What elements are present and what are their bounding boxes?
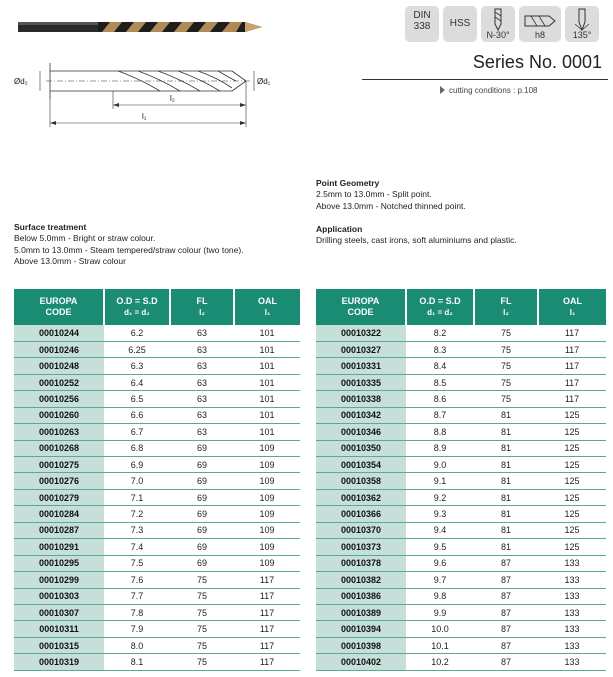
cell-od: 9.2 [406,489,474,505]
cell-od: 7.6 [104,572,170,588]
cell-europa-code: 00010276 [14,473,104,489]
cell-oal: 125 [538,489,606,505]
cell-od: 9.0 [406,457,474,473]
cell-oal: 101 [234,341,300,357]
cell-oal: 125 [538,407,606,423]
cell-fl: 87 [474,588,538,604]
cell-od: 9.4 [406,522,474,538]
cell-fl: 75 [170,588,234,604]
cell-europa-code: 00010263 [14,424,104,440]
cell-fl: 75 [474,358,538,374]
cell-oal: 109 [234,506,300,522]
d2-label: Ød₂ [14,77,28,86]
cell-od: 8.2 [406,325,474,341]
cell-europa-code: 00010248 [14,358,104,374]
cell-fl: 81 [474,522,538,538]
cell-od: 7.7 [104,588,170,604]
cell-oal: 109 [234,555,300,571]
application-line: Drilling steels, cast irons, soft aluminiums and plastic. [316,235,517,245]
table-row [14,588,300,604]
drill-table-left [14,289,300,671]
cell-fl: 81 [474,489,538,505]
cell-europa-code: 00010246 [14,341,104,357]
cell-oal: 109 [234,440,300,456]
cell-europa-code: 00010346 [316,424,406,440]
cell-europa-code: 00010327 [316,341,406,357]
cell-oal: 109 [234,489,300,505]
cell-europa-code: 00010338 [316,391,406,407]
table-row [14,555,300,571]
cell-fl: 87 [474,621,538,637]
cell-od: 9.8 [406,588,474,604]
point-geometry-line: Above 13.0mm - Notched thinned point. [316,200,466,211]
table-row [316,391,606,407]
cell-oal: 133 [538,555,606,571]
cell-od: 8.3 [406,341,474,357]
cell-od: 9.7 [406,572,474,588]
table-row [316,555,606,571]
point-angle-icon [567,8,597,32]
cell-od: 10.1 [406,637,474,653]
cell-oal: 101 [234,391,300,407]
drill-photo [18,22,262,32]
cell-europa-code: 00010402 [316,654,406,670]
cutting-conditions[interactable] [440,86,538,95]
point-geometry-line: 2.5mm to 13.0mm - Split point. [316,189,432,199]
dimension-arrowheads [50,103,246,125]
cell-fl: 69 [170,457,234,473]
cell-oal: 109 [234,473,300,489]
cell-europa-code: 00010322 [316,325,406,341]
cell-fl: 87 [474,555,538,571]
cell-oal: 109 [234,539,300,555]
din-number: 338 [413,21,431,32]
table-row [316,358,606,374]
cell-oal: 101 [234,424,300,440]
table-row [316,325,606,341]
cell-fl: 69 [170,522,234,538]
cell-europa-code: 00010279 [14,489,104,505]
type-label: N-30° [486,30,510,40]
cell-europa-code: 00010268 [14,440,104,456]
cell-od: 6.4 [104,374,170,390]
cell-europa-code: 00010299 [14,572,104,588]
series-title: Series No. 0001 [362,52,608,80]
table-row [316,489,606,505]
header-europa-code: EUROPA CODE [14,289,104,325]
cell-europa-code: 00010389 [316,604,406,620]
table-row [316,407,606,423]
cell-od: 6.2 [104,325,170,341]
cell-europa-code: 00010287 [14,522,104,538]
surface-treatment-block [14,222,314,268]
table-row [316,572,606,588]
hss-label: HSS [449,18,471,29]
table-row [14,572,300,588]
drill-table-right [316,289,606,671]
cell-europa-code: 00010284 [14,506,104,522]
table-row [14,473,300,489]
table-row [316,506,606,522]
cell-fl: 69 [170,506,234,522]
cell-fl: 81 [474,440,538,456]
cell-od: 8.8 [406,424,474,440]
cell-europa-code: 00010331 [316,358,406,374]
cell-fl: 63 [170,374,234,390]
l2-label: l₂ [170,94,175,103]
cell-od: 9.1 [406,473,474,489]
l1-label: l₁ [142,112,147,121]
cell-fl: 81 [474,457,538,473]
cell-europa-code: 00010319 [14,654,104,670]
cell-fl: 63 [170,341,234,357]
cell-fl: 75 [170,572,234,588]
cell-fl: 81 [474,473,538,489]
cell-oal: 125 [538,539,606,555]
cell-oal: 125 [538,506,606,522]
cell-oal: 125 [538,440,606,456]
table-row [14,604,300,620]
cell-europa-code: 00010315 [14,637,104,653]
cell-oal: 101 [234,374,300,390]
table-row [14,374,300,390]
cell-fl: 81 [474,424,538,440]
cell-od: 7.9 [104,621,170,637]
cell-fl: 63 [170,358,234,374]
cell-europa-code: 00010382 [316,572,406,588]
cell-oal: 133 [538,572,606,588]
point-geometry-heading: Point Geometry [316,178,380,188]
header-od: O.D = S.D d₁ = d₂ [104,289,170,325]
cell-oal: 133 [538,654,606,670]
table-row [316,539,606,555]
application-heading: Application [316,224,363,234]
cell-oal: 125 [538,522,606,538]
cell-fl: 81 [474,506,538,522]
cell-europa-code: 00010295 [14,555,104,571]
table-row [316,637,606,653]
cell-fl: 87 [474,604,538,620]
header-fl: FL l₂ [170,289,234,325]
table-row [14,391,300,407]
drill-illustration [10,5,295,135]
spec-badges [405,6,605,46]
cell-oal: 109 [234,457,300,473]
cell-od: 9.3 [406,506,474,522]
cell-od: 7.2 [104,506,170,522]
cell-fl: 75 [170,604,234,620]
cell-od: 8.0 [104,637,170,653]
din-label: DIN [413,10,431,21]
tolerance-label: h8 [534,30,545,40]
table-row [316,341,606,357]
cell-od: 9.9 [406,604,474,620]
type-badge [481,6,515,42]
cell-od: 8.5 [406,374,474,390]
cell-fl: 69 [170,489,234,505]
cell-europa-code: 00010335 [316,374,406,390]
table-row [14,358,300,374]
table-row [316,604,606,620]
cell-od: 8.7 [406,407,474,423]
cell-fl: 75 [474,374,538,390]
cell-od: 8.1 [104,654,170,670]
cell-od: 7.0 [104,473,170,489]
cell-europa-code: 00010370 [316,522,406,538]
header-od: O.D = S.D d₁ = d₂ [406,289,474,325]
cell-fl: 81 [474,407,538,423]
table-row [316,457,606,473]
cell-europa-code: 00010291 [14,539,104,555]
table-row [14,457,300,473]
application-block [316,224,606,247]
cell-fl: 75 [474,341,538,357]
cell-oal: 101 [234,325,300,341]
table-row [14,489,300,505]
cell-europa-code: 00010373 [316,539,406,555]
table-header-row [316,289,606,325]
cell-od: 7.1 [104,489,170,505]
table-row [316,588,606,604]
cell-od: 7.4 [104,539,170,555]
hss-badge [443,6,477,42]
point-geometry-block [316,178,606,212]
cell-europa-code: 00010303 [14,588,104,604]
cell-europa-code: 00010252 [14,374,104,390]
cell-fl: 63 [170,325,234,341]
cell-oal: 117 [538,325,606,341]
cell-od: 8.9 [406,440,474,456]
cell-oal: 117 [234,588,300,604]
angle-badge [565,6,599,42]
cell-od: 9.6 [406,555,474,571]
cell-europa-code: 00010358 [316,473,406,489]
cell-od: 8.4 [406,358,474,374]
header-oal: OAL l₁ [538,289,606,325]
cell-europa-code: 00010275 [14,457,104,473]
tolerance-badge [519,6,561,42]
cell-oal: 117 [234,621,300,637]
table-row [14,654,300,670]
cell-europa-code: 00010307 [14,604,104,620]
cell-europa-code: 00010378 [316,555,406,571]
cell-od: 6.25 [104,341,170,357]
table-header-row [14,289,300,325]
cell-fl: 63 [170,407,234,423]
cell-europa-code: 00010260 [14,407,104,423]
cell-europa-code: 00010342 [316,407,406,423]
table-row [14,621,300,637]
drill-dimension-drawing [40,63,254,127]
table-row [14,341,300,357]
cell-europa-code: 00010311 [14,621,104,637]
angle-label: 135° [572,30,592,40]
table-row [316,522,606,538]
cell-od: 6.3 [104,358,170,374]
table-row [14,522,300,538]
cell-oal: 117 [234,654,300,670]
surface-treatment-line: Below 5.0mm - Bright or straw colour. [14,233,156,243]
cell-fl: 75 [170,637,234,653]
drill-type-icon [483,8,513,32]
cell-oal: 117 [538,391,606,407]
cell-oal: 117 [538,374,606,390]
cell-od: 10.2 [406,654,474,670]
table-row [316,374,606,390]
cell-oal: 133 [538,637,606,653]
cell-europa-code: 00010350 [316,440,406,456]
cell-oal: 133 [538,621,606,637]
cell-oal: 109 [234,522,300,538]
cell-oal: 117 [234,604,300,620]
cell-fl: 69 [170,440,234,456]
cell-europa-code: 00010398 [316,637,406,653]
cell-od: 6.8 [104,440,170,456]
table-row [14,539,300,555]
header-fl: FL l₂ [474,289,538,325]
header-oal: OAL l₁ [234,289,300,325]
table-row [14,637,300,653]
cell-oal: 117 [538,341,606,357]
cell-oal: 117 [234,637,300,653]
cell-fl: 75 [170,654,234,670]
table-row [14,506,300,522]
cell-fl: 87 [474,572,538,588]
cell-fl: 87 [474,654,538,670]
table-row [316,654,606,670]
cutting-conditions-text: cutting conditions : p.108 [449,86,538,95]
cell-europa-code: 00010256 [14,391,104,407]
cell-oal: 117 [234,572,300,588]
cell-fl: 75 [474,325,538,341]
cell-fl: 81 [474,539,538,555]
cell-od: 7.3 [104,522,170,538]
cell-od: 6.5 [104,391,170,407]
cell-fl: 75 [474,391,538,407]
cell-fl: 69 [170,555,234,571]
cell-europa-code: 00010354 [316,457,406,473]
header-europa-code: EUROPA CODE [316,289,406,325]
table-row [316,424,606,440]
cell-od: 10.0 [406,621,474,637]
cell-od: 9.5 [406,539,474,555]
cell-od: 6.9 [104,457,170,473]
cell-od: 6.7 [104,424,170,440]
cell-oal: 117 [538,358,606,374]
table-row [14,325,300,341]
cell-oal: 101 [234,407,300,423]
cell-od: 8.6 [406,391,474,407]
surface-treatment-line: 5.0mm to 13.0mm - Steam tempered/straw colour (two tone). [14,244,244,255]
cell-fl: 75 [170,621,234,637]
cell-oal: 125 [538,457,606,473]
cell-oal: 133 [538,588,606,604]
cell-od: 7.8 [104,604,170,620]
table-row [14,424,300,440]
table-row [316,473,606,489]
surface-treatment-line: Above 13.0mm - Straw colour [14,256,126,266]
cell-od: 7.5 [104,555,170,571]
table-row [14,407,300,423]
cell-europa-code: 00010362 [316,489,406,505]
cell-oal: 125 [538,424,606,440]
drill-drawing [10,5,295,135]
cell-europa-code: 00010394 [316,621,406,637]
cell-europa-code: 00010366 [316,506,406,522]
cell-fl: 87 [474,637,538,653]
cell-europa-code: 00010386 [316,588,406,604]
cell-europa-code: 00010244 [14,325,104,341]
cell-fl: 69 [170,473,234,489]
surface-treatment-heading: Surface treatment [14,222,87,232]
cell-oal: 125 [538,473,606,489]
table-row [14,440,300,456]
din-badge [405,6,439,42]
d1-label: Ød₁ [257,77,271,86]
shank-tolerance-icon [521,8,559,32]
cell-fl: 69 [170,539,234,555]
cell-fl: 63 [170,391,234,407]
arrow-right-icon [440,86,445,94]
cell-oal: 101 [234,358,300,374]
cell-fl: 63 [170,424,234,440]
cell-od: 6.6 [104,407,170,423]
cell-oal: 133 [538,604,606,620]
table-row [316,621,606,637]
table-row [316,440,606,456]
